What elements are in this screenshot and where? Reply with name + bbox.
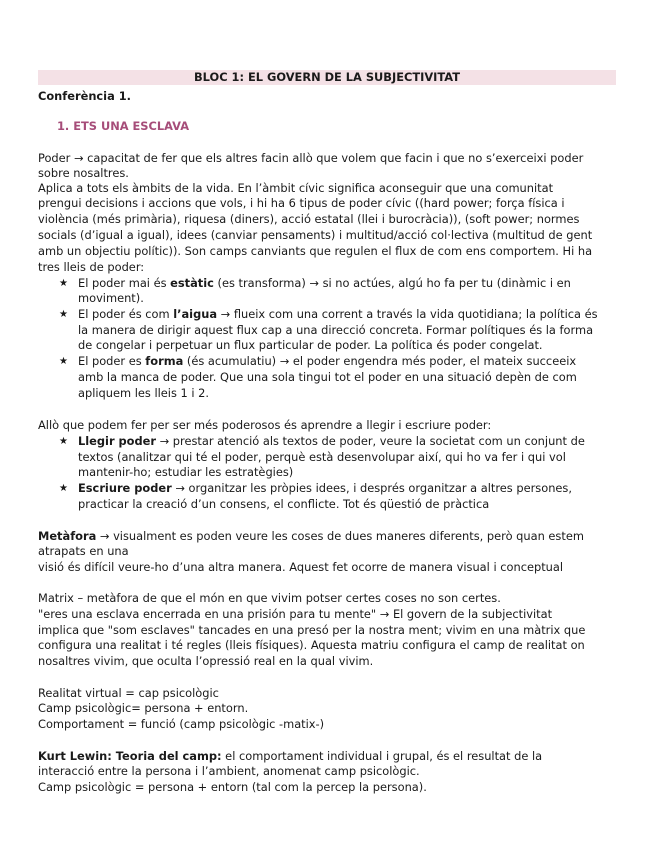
document-title: BLOC 1: EL GOVERN DE LA SUBJECTIVITAT — [38, 70, 616, 85]
law-line: amb la manca de poder. Que una sola tingui tot el poder en una situació depèn de com — [78, 370, 577, 384]
body-line: sobre nosaltres. — [38, 166, 129, 180]
matrix-line: implica que "som esclaves" tancades en una presó per la nostra ment; vivim en una màtrix que — [38, 623, 586, 637]
metafora-line: visió és difícil veure-ho d’una altra manera. Aquest fet ocorre de manera visual i conceptual — [38, 560, 564, 574]
body-line: amb un objectiu polític)). Son camps canviants que regulen el flux de com ens comportem. Hi ha — [38, 244, 593, 258]
definition-line: Realitat virtual = cap psicològic — [38, 686, 219, 700]
lewin-line: interacció entre la persona i l’ambient, anomenat camp psicològic. — [38, 764, 420, 778]
star-bullet-icon: ★ — [59, 309, 68, 320]
section-heading: 1. ETS UNA ESCLAVA — [57, 119, 190, 133]
law-line: apliquem les lleis 1 i 2. — [78, 386, 210, 400]
law-line: El poder es forma (és acumulatiu) → el poder engendra més poder, el mateix succeeix — [78, 354, 577, 368]
skill-line: mantenir-ho; estudiar les estratègies) — [78, 465, 294, 479]
matrix-line: configura una realitat i té regles (lleis físiques). Aquesta matriu configura el camp de realitat on — [38, 638, 585, 652]
skill-line: practicar la creació d’un consens, el conflicte. Tot és qüestió de pràctica — [78, 497, 490, 511]
law-line: de congelar i perpetuar un flux particular de poder. La política és poder congelat. — [78, 338, 543, 352]
body-line: prengui decisions i accions que vols, i hi ha 6 tipus de poder cívic ((hard power; força física i — [38, 196, 565, 210]
matrix-line: Matrix – metàfora de que el món en que vivim potser certes coses no son certes. — [38, 591, 501, 605]
law-line: moviment). — [78, 291, 144, 305]
star-bullet-icon: ★ — [59, 356, 68, 367]
conference-heading: Conferència 1. — [38, 89, 131, 103]
star-bullet-icon: ★ — [59, 278, 68, 289]
metafora-line: atrapats en una — [38, 544, 129, 558]
skill-line: textos (analitzar qui té el poder, perquè està desenvolupar així, qui ho va fer i qui vol — [78, 450, 566, 464]
law-line: El poder mai és estàtic (es transforma) → si no actúes, algú ho fa per tu (dinàmic i en — [78, 276, 571, 290]
body-line: tres lleis de poder: — [38, 260, 145, 274]
body-line: Aplica a tots els àmbits de la vida. En l’àmbit cívic significa aconseguir que una comunitat — [38, 181, 554, 195]
lewin-line: Kurt Lewin: Teoria del camp: el comportament individual i grupal, és el resultat de la — [38, 749, 543, 763]
metafora-line: Metàfora → visualment es poden veure les coses de dues maneres diferents, però quan estem — [38, 529, 584, 543]
body-line: violència (més primària), riquesa (diners), acció estatal (llei i burocràcia)), (soft power; normes — [38, 212, 580, 226]
body-line: socials (d’igual a igual), idees (canviar pensaments) i multitud/acció col·lectiva (multitud de gent — [38, 228, 593, 242]
lewin-line: Camp psicològic = persona + entorn (tal com la percep la persona). — [38, 780, 427, 794]
definition-line: Comportament = funció (camp psicològic -matix-) — [38, 717, 325, 731]
definition-line: Camp psicològic= persona + entorn. — [38, 701, 249, 715]
law-line: El poder és com l’aigua → flueix com una corrent a través la vida quotidiana; la política és — [78, 307, 598, 321]
body-line: Poder → capacitat de fer que els altres facin allò que volem que facin i que no s’exerceixi poder — [38, 151, 584, 165]
skill-line: Llegir poder → prestar atenció als textos de poder, veure la societat com un conjunt de — [78, 434, 585, 448]
star-bullet-icon: ★ — [59, 436, 68, 447]
matrix-line: nosaltres vivim, que oculta l’opressió real en la qual vivim. — [38, 654, 374, 668]
law-line: la manera de dirigir aquest flux cap a una direcció concreta. Formar polítiques és la forma — [78, 323, 594, 337]
body-line: Allò que podem fer per ser més poderosos és aprendre a llegir i escriure poder: — [38, 418, 492, 432]
star-bullet-icon: ★ — [59, 483, 68, 494]
matrix-line: "eres una esclava encerrada en una prisión para tu mente" → El govern de la subjectivitat — [38, 607, 553, 621]
skill-line: Escriure poder → organitzar les pròpies idees, i després organitzar a altres persones, — [78, 481, 572, 495]
